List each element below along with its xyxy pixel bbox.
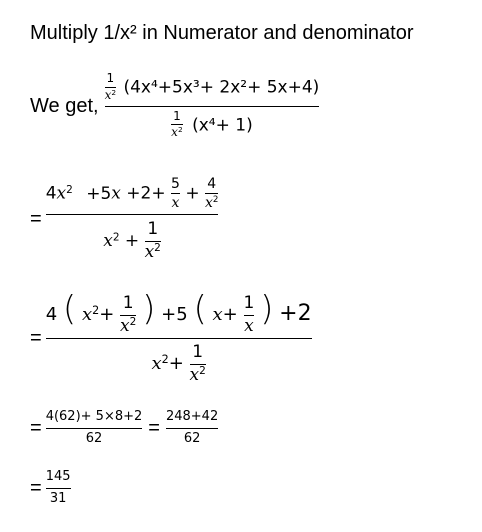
- inner-one-b: 1: [243, 292, 255, 313]
- step-5: [30, 470, 71, 507]
- step-3-fraction: [45, 289, 312, 385]
- inv-x2-fraction-den: $\frac{1}{x^2}$: [171, 108, 183, 140]
- inv-den: x: [104, 87, 112, 102]
- step-4: [30, 410, 218, 447]
- step-3-numerator: 4 ( $x^2+$ $\frac{1}{x^2}$ ) +5 ( x+ $\frac{1}{x}$ ) +2: [45, 289, 312, 336]
- step-1-denominator: [171, 110, 253, 141]
- rhs-num: 248+42: [165, 409, 219, 424]
- coef-4: 4: [45, 304, 58, 325]
- equals-sign-5: =: [30, 476, 42, 499]
- den-x: x: [103, 231, 113, 252]
- den-frac-num: 1: [147, 219, 159, 240]
- step-4-rhs: [166, 410, 218, 447]
- coef-5: +5: [161, 304, 188, 325]
- lhs-den: 62: [85, 430, 103, 446]
- frac-b-den: x: [204, 195, 213, 212]
- frac-a-den: x: [171, 195, 180, 212]
- equals-sign-4b: =: [148, 416, 160, 439]
- result-den: 31: [49, 490, 67, 506]
- inner-inv-x2: $\frac{1}{x^2}$: [120, 292, 137, 336]
- frac-b-num: 4: [207, 176, 217, 192]
- step-1-fraction: [105, 72, 320, 140]
- equals-sign-3: =: [30, 327, 42, 350]
- inv-num-den: 1: [173, 108, 181, 123]
- term-5: +5: [86, 183, 112, 204]
- step-1-num-poly: (4x⁴+5x³+ 2x²+ 5x+4): [123, 77, 320, 98]
- lhs-num: 4(62)+ 5×8+2: [45, 409, 143, 424]
- step-5-result: [46, 470, 71, 507]
- inner-inv-x: $\frac{1}{x}$: [243, 292, 255, 336]
- step-4-lhs: [46, 410, 143, 447]
- step-2: [30, 176, 218, 262]
- tail-2: +2: [279, 301, 312, 326]
- step-3: [30, 289, 312, 385]
- equals-sign: =: [30, 207, 42, 230]
- term-4: 4: [45, 183, 57, 204]
- frac-5-over-x: [171, 176, 180, 211]
- inv-den-den: x: [171, 125, 178, 140]
- result-num: 145: [45, 469, 71, 484]
- heading-text: Multiply 1/x² in Numerator and denominator: [30, 22, 414, 44]
- step-2-denominator: $x^2$ + $\frac{1}{x^2}$: [103, 219, 161, 262]
- den-inv-x2: $\frac{1}{x^2}$: [144, 219, 161, 262]
- step-3-denominator: $x^2+$ $\frac{1}{x^2}$: [151, 342, 206, 385]
- we-get-label: We get,: [30, 94, 99, 117]
- den3-one: 1: [192, 342, 204, 363]
- inv-num: 1: [106, 71, 115, 85]
- inner-one: 1: [122, 292, 134, 313]
- den3-inv-x2: $\frac{1}{x^2}$: [189, 342, 206, 385]
- rhs-den: 62: [183, 430, 201, 446]
- step-2-numerator: $4x^2 +5x +2+$ $\frac{5}{x}$ + $\frac{4}{x^2}$: [45, 176, 219, 212]
- frac-4-over-x2: $\frac{4}{x^2}$: [204, 176, 219, 212]
- step-1: [30, 72, 319, 140]
- inv-x2-fraction: $\frac{1}{x^2}$: [104, 71, 117, 102]
- den-frac-den: x: [144, 241, 155, 262]
- step-2-fraction: [46, 176, 219, 262]
- step-1-numerator: [105, 72, 320, 103]
- equals-sign-4: =: [30, 416, 42, 439]
- frac-a-num: 5: [171, 176, 180, 192]
- step-1-den-poly: (x⁴+ 1): [192, 114, 253, 135]
- plus-sign: +: [185, 183, 200, 204]
- term-2: +2+: [126, 183, 166, 204]
